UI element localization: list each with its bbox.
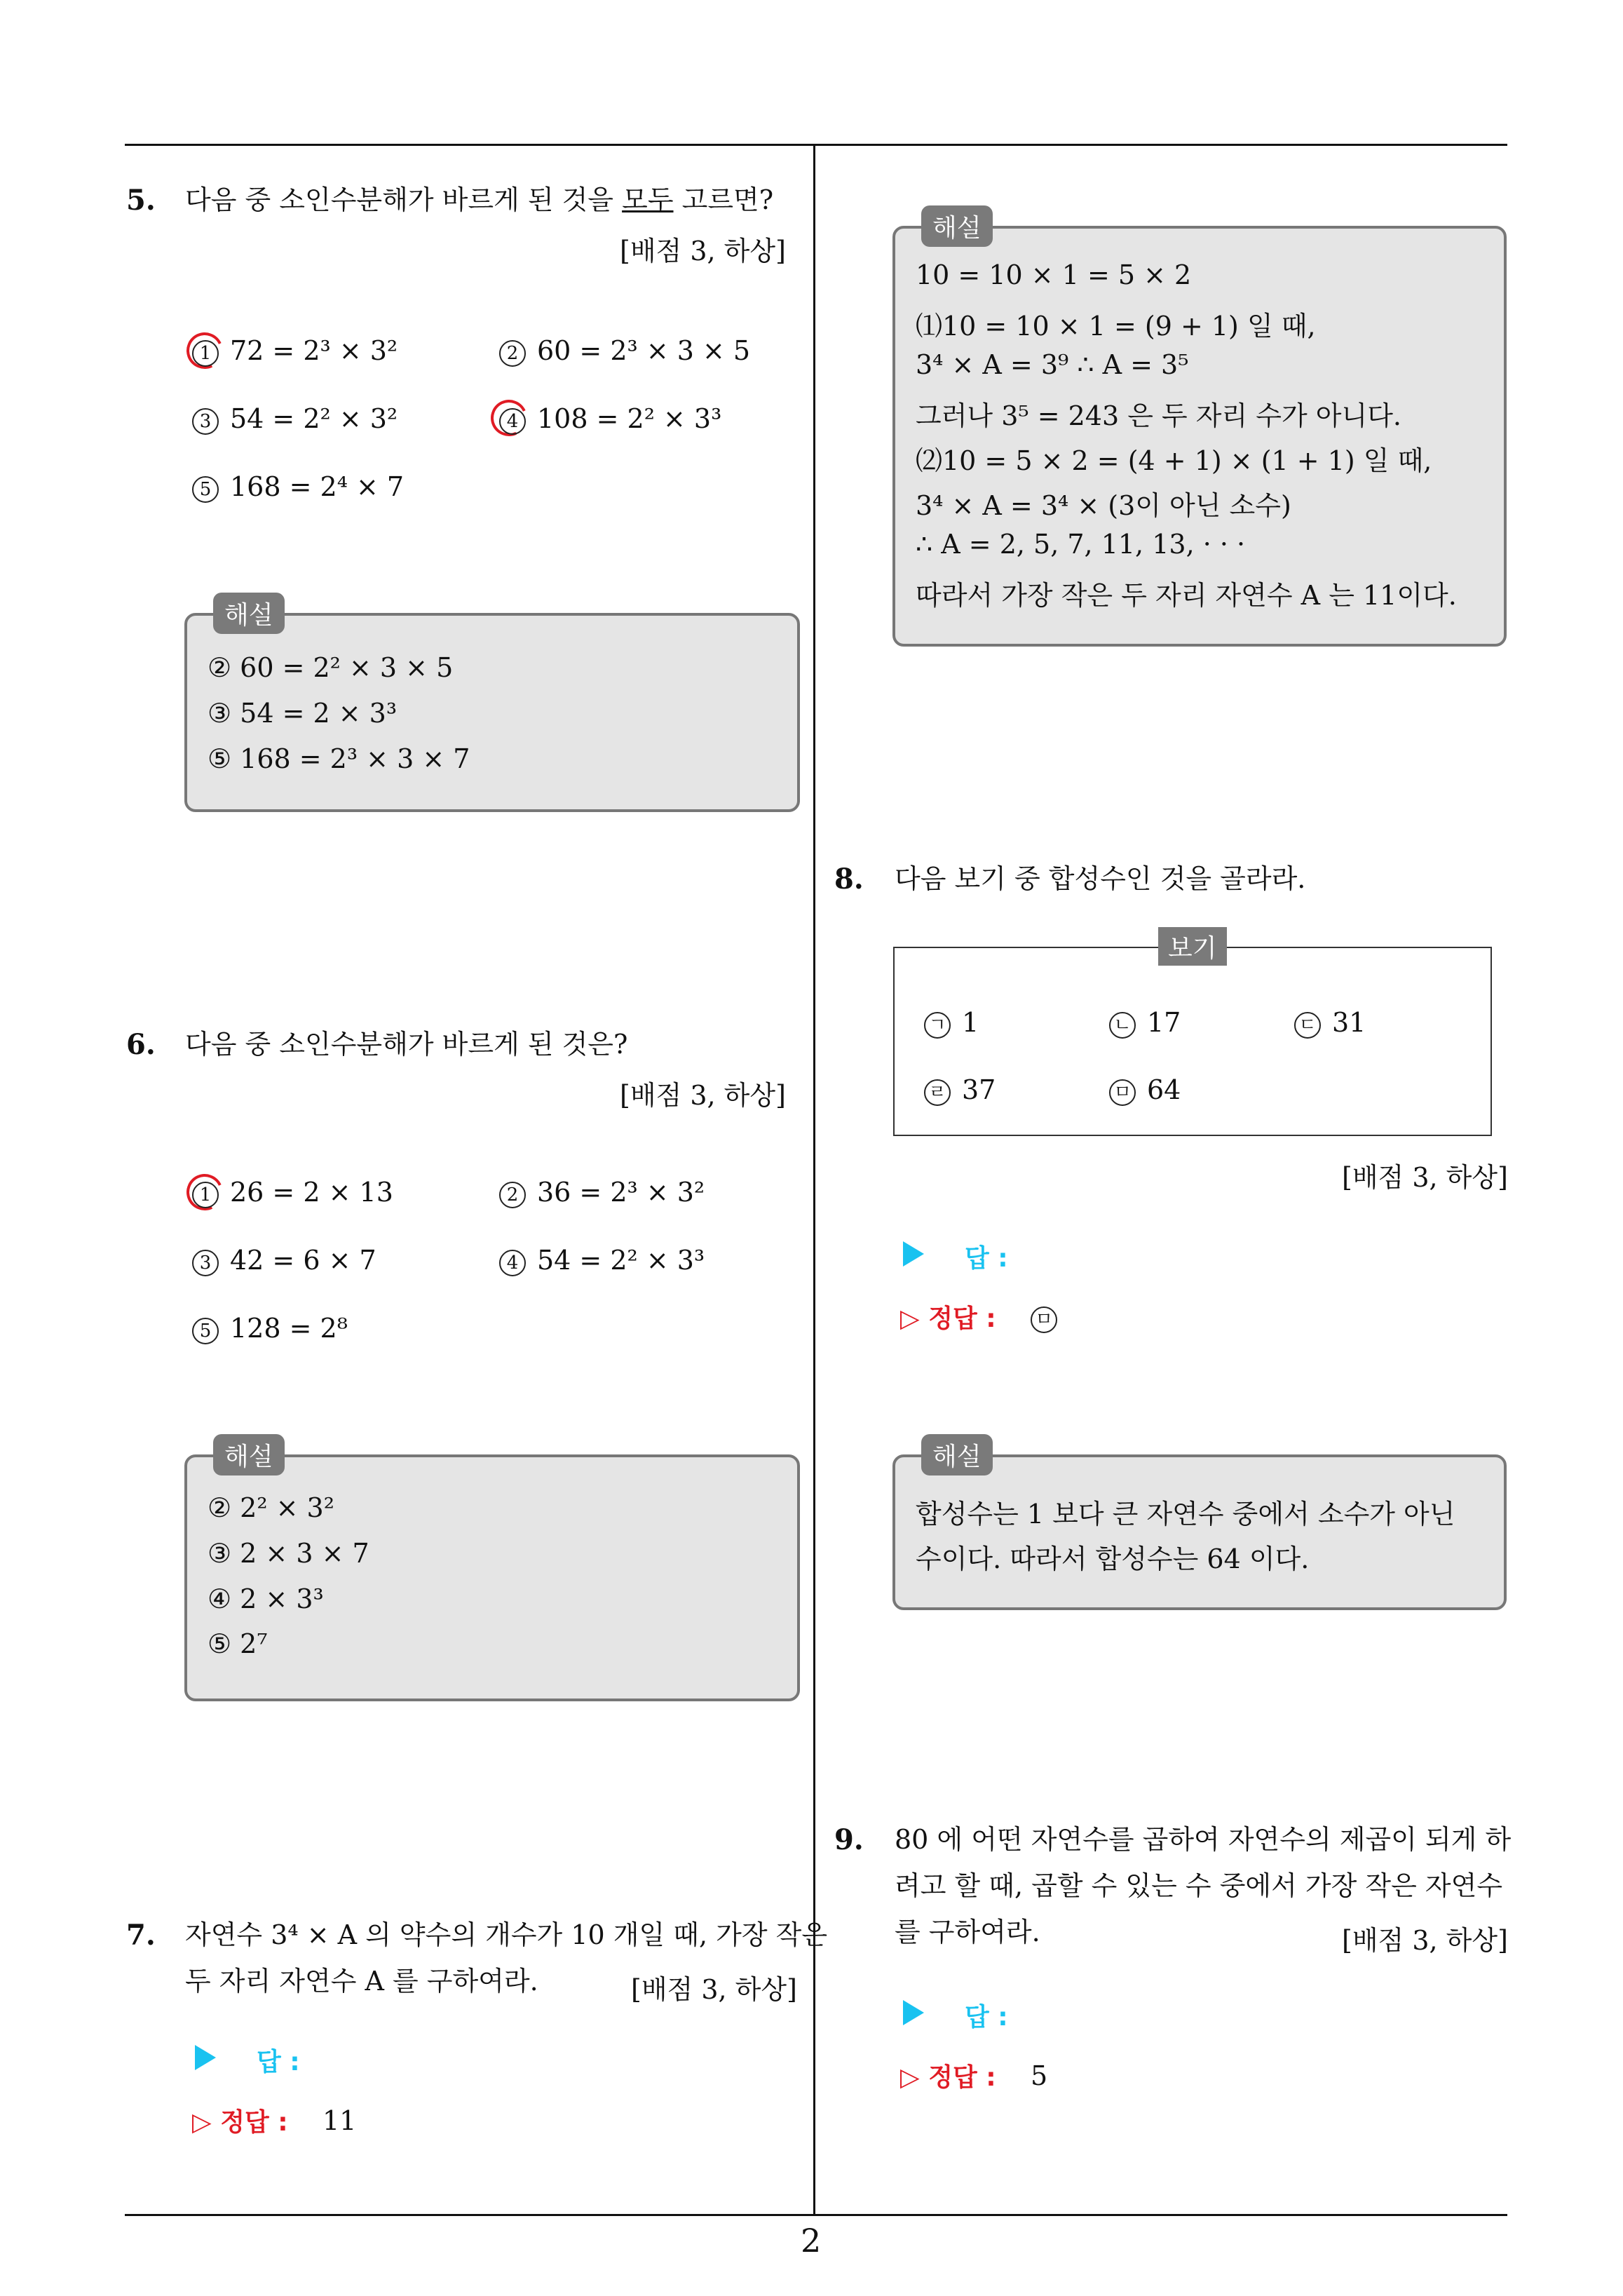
question-text: 다음 보기 중 합성수인 것을 골라라.	[895, 863, 1306, 894]
explanation-label: 해설	[921, 1434, 993, 1475]
bogi-item: ㄹ 37	[924, 1074, 996, 1106]
choice-marker: 3	[192, 408, 219, 435]
explanation-line: 10 = 10 × 1 = 5 × 2	[916, 259, 1192, 290]
answer-arrow-icon	[195, 2045, 216, 2070]
question-number: 7.	[126, 1919, 156, 1952]
choice-marker: 1	[192, 1182, 219, 1208]
answer-marker: ㅁ	[1031, 1306, 1057, 1333]
choice-marker: 1	[192, 340, 219, 367]
score-label: [배점 3, 하상]	[631, 1974, 797, 2005]
choice-marker: 2	[499, 340, 526, 367]
question-text: 다음 중 소인수분해가 바르게 된 것을 모두 고르면?	[185, 184, 774, 215]
explanation-line: ⑴10 = 10 × 1 = (9 + 1) 일 때,	[916, 311, 1316, 342]
explanation-label: 해설	[921, 205, 993, 247]
explanation-line: ⑤ 168 = 2³ × 3 × 7	[208, 743, 470, 774]
bogi-marker: ㄹ	[924, 1079, 951, 1106]
bogi-box	[893, 947, 1492, 1136]
explanation-line: ⑵10 = 5 × 2 = (4 + 1) × (1 + 1) 일 때,	[916, 445, 1432, 476]
bogi-marker: ㄱ	[924, 1012, 951, 1039]
correct-answer-label: ▷ 정답 :	[192, 2108, 288, 2137]
column-divider	[813, 145, 815, 2215]
bogi-item: ㅁ 64	[1109, 1074, 1181, 1106]
explanation-line: 3⁴ × A = 3⁹ ∴ A = 3⁵	[916, 349, 1189, 380]
explanation-line: ③ 54 = 2 × 3³	[208, 698, 398, 729]
explanation-line: ⑤ 2⁷	[208, 1628, 268, 1659]
question-text-line-3: 를 구하여라.	[895, 1917, 1040, 1947]
answer-arrow-icon	[903, 1241, 924, 1267]
question-text-line-2: 두 자리 자연수 A 를 구하여라.	[185, 1966, 538, 1997]
bogi-marker: ㅁ	[1109, 1079, 1136, 1106]
choice-5[interactable]: 5 168 = 2⁴ × 7	[192, 471, 404, 503]
score-label: [배점 3, 하상]	[620, 236, 786, 266]
bogi-label: 보기	[1158, 927, 1227, 966]
score-label: [배점 3, 하상]	[1342, 1162, 1508, 1193]
choice-5[interactable]: 5 128 = 2⁸	[192, 1313, 348, 1344]
choice-marker: 4	[499, 408, 526, 435]
explanation-label: 해설	[213, 1434, 285, 1475]
explanation-box	[184, 1454, 800, 1701]
explanation-label: 해설	[213, 593, 285, 634]
explanation-line: ∴ A = 2, 5, 7, 11, 13, · · ·	[916, 529, 1246, 560]
choice-1[interactable]: 1 26 = 2 × 13	[192, 1177, 393, 1208]
explanation-line: 수이다. 따라서 합성수는 64 이다.	[916, 1544, 1310, 1574]
choice-marker: 5	[192, 476, 219, 503]
choice-4[interactable]: 4 108 = 2² × 3³	[499, 403, 721, 435]
answer-label: 답 :	[257, 2048, 300, 2076]
choice-2[interactable]: 2 36 = 2³ × 3²	[499, 1177, 705, 1208]
score-label: [배점 3, 하상]	[620, 1080, 786, 1111]
choice-marker: 5	[192, 1318, 219, 1344]
choice-3[interactable]: 3 54 = 2² × 3²	[192, 403, 398, 435]
choice-1[interactable]: 1 72 = 2³ × 3²	[192, 335, 398, 367]
choice-4[interactable]: 4 54 = 2² × 3³	[499, 1245, 705, 1276]
score-label: [배점 3, 하상]	[1342, 1925, 1508, 1956]
top-rule	[125, 144, 1507, 146]
explanation-line: ④ 2 × 3³	[208, 1583, 324, 1614]
answer-arrow-icon	[903, 2000, 924, 2025]
bogi-marker: ㄷ	[1294, 1012, 1321, 1039]
explanation-line: 합성수는 1 보다 큰 자연수 중에서 소수가 아닌	[916, 1499, 1455, 1529]
page-number: 2	[801, 2222, 822, 2260]
choice-marker: 3	[192, 1250, 219, 1276]
explanation-line: ③ 2 × 3 × 7	[208, 1538, 369, 1569]
question-number: 5.	[126, 184, 156, 217]
question-text: 다음 중 소인수분해가 바르게 된 것은?	[185, 1029, 628, 1060]
answer-label: 답 :	[965, 1244, 1008, 1273]
question-number: 9.	[834, 1823, 864, 1856]
bogi-item: ㄷ 31	[1294, 1007, 1366, 1039]
bogi-marker: ㄴ	[1109, 1012, 1136, 1039]
bogi-item: ㄴ 17	[1109, 1007, 1181, 1039]
choice-3[interactable]: 3 42 = 6 × 7	[192, 1245, 376, 1276]
bottom-rule	[125, 2214, 1507, 2216]
question-number: 6.	[126, 1028, 156, 1061]
explanation-line: 3⁴ × A = 3⁴ × (3이 아닌 소수)	[916, 490, 1291, 521]
correct-answer-value: 5	[1031, 2060, 1048, 2091]
question-text-line-1: 80 에 어떤 자연수를 곱하여 자연수의 제곱이 되게 하	[895, 1824, 1512, 1855]
bogi-item: ㄱ 1	[924, 1007, 979, 1039]
choice-2[interactable]: 2 60 = 2³ × 3 × 5	[499, 335, 750, 367]
correct-answer-label: ▷ 정답 :	[900, 2063, 996, 2092]
explanation-line: 따라서 가장 작은 두 자리 자연수 A 는 11이다.	[916, 580, 1457, 611]
correct-answer-label: ▷ 정답 :	[900, 1304, 996, 1333]
choice-marker: 4	[499, 1250, 526, 1276]
choice-marker: 2	[499, 1182, 526, 1208]
question-number: 8.	[834, 863, 864, 896]
correct-answer-value: 11	[322, 2105, 357, 2136]
explanation-line: ② 2² × 3²	[208, 1492, 334, 1523]
explanation-line: 그러나 3⁵ = 243 은 두 자리 수가 아니다.	[916, 400, 1401, 431]
answer-label: 답 :	[965, 2003, 1008, 2032]
question-text-line-2: 려고 할 때, 곱할 수 있는 수 중에서 가장 작은 자연수	[895, 1870, 1503, 1901]
explanation-line: ② 60 = 2² × 3 × 5	[208, 652, 454, 683]
correct-answer-value	[1031, 1302, 1068, 1333]
explanation-box	[892, 1454, 1507, 1610]
question-text-line-1: 자연수 3⁴ × A 의 약수의 개수가 10 개일 때, 가장 작은	[185, 1919, 828, 1950]
